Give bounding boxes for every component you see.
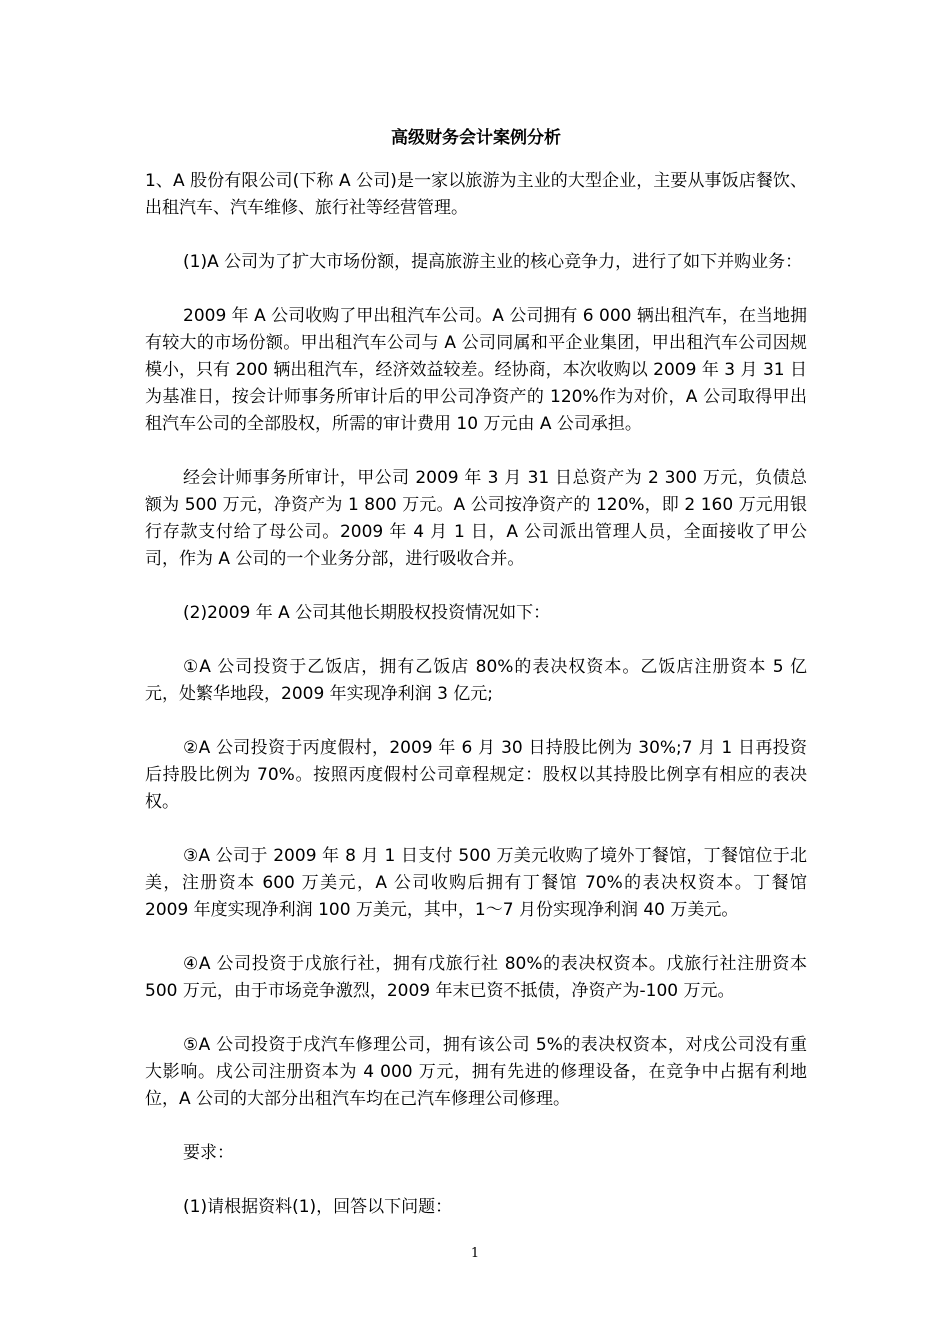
paragraph-investment-3: ③A 公司于 2009 年 8 月 1 日支付 500 万美元收购了境外丁餐馆，丁餐馆位于北美，注册资本 600 万美元，A 公司收购后拥有丁餐馆 70%的表决权资本。丁餐馆 2009 年度实现净利润 100 万美元，其中，1～7 月份实现净利润 40 万美元。 bbox=[145, 846, 807, 920]
paragraph-intro: 1、A 股份有限公司(下称 A 公司)是一家以旅游为主业的大型企业，主要从事饭店餐饮、出租汽车、汽车维修、旅行社等经营管理。 bbox=[145, 171, 807, 218]
paragraph-section-2-heading: (2)2009 年 A 公司其他长期股权投资情况如下： bbox=[183, 603, 551, 623]
paragraph-audit-results: 经会计师事务所审计，甲公司 2009 年 3 月 31 日总资产为 2 300 万元，负债总额为 500 万元，净资产为 1 800 万元。A 公司按净资产的 120%，即 2 160 万元用银行存款支付给了母公司。2009 年 4 月 1 日，A 公司派出管理人员，全面接收了甲公司，作为 A 公司的一个业务分部，进行吸收合并。 bbox=[145, 468, 807, 569]
paragraph-section-1-heading: (1)A 公司为了扩大市场份额，提高旅游主业的核心竞争力，进行了如下并购业务： bbox=[183, 252, 803, 272]
paragraph-investment-1: ①A 公司投资于乙饭店，拥有乙饭店 80%的表决权资本。乙饭店注册资本 5 亿元，处繁华地段，2009 年实现净利润 3 亿元; bbox=[145, 657, 807, 704]
paragraph-requirements-heading: 要求： bbox=[183, 1143, 234, 1163]
paragraph-investment-5: ⑤A 公司投资于戌汽车修理公司，拥有该公司 5%的表决权资本，对戌公司没有重大影响。戌公司注册资本为 4 000 万元，拥有先进的修理设备，在竞争中占据有利地位，A 公司的大部分出租汽车均在己汽车修理公司修理。 bbox=[145, 1035, 807, 1109]
paragraph-investment-4: ④A 公司投资于戊旅行社，拥有戊旅行社 80%的表决权资本。戊旅行社注册资本 500 万元，由于市场竞争激烈，2009 年末已资不抵债，净资产为-100 万元。 bbox=[145, 954, 807, 1001]
paragraph-requirement-1: (1)请根据资料(1)，回答以下问题： bbox=[183, 1197, 453, 1217]
paragraph-investment-2: ②A 公司投资于丙度假村，2009 年 6 月 30 日持股比例为 30%;7 月 1 日再投资后持股比例为 70%。按照丙度假村公司章程规定：股权以其持股比例享有相应的表决权。 bbox=[145, 738, 807, 812]
page-number: 1 bbox=[470, 1246, 480, 1261]
paragraph-acquisition-details: 2009 年 A 公司收购了甲出租汽车公司。A 公司拥有 6 000 辆出租汽车，在当地拥有较大的市场份额。甲出租汽车公司与 A 公司同属和平企业集团，甲出租汽车公司因规模小，只有 200 辆出租汽车，经济效益较差。经协商，本次收购以 2009 年 3 月 31 日为基准日，按会计师事务所审计后的甲公司净资产的 120%作为对价，A 公司取得甲出租汽车公司的全部股权，所需的审计费用 10 万元由 A 公司承担。 bbox=[145, 306, 807, 434]
document-title: 高级财务会计案例分析 bbox=[391, 128, 561, 148]
document-body bbox=[145, 124, 807, 1248]
